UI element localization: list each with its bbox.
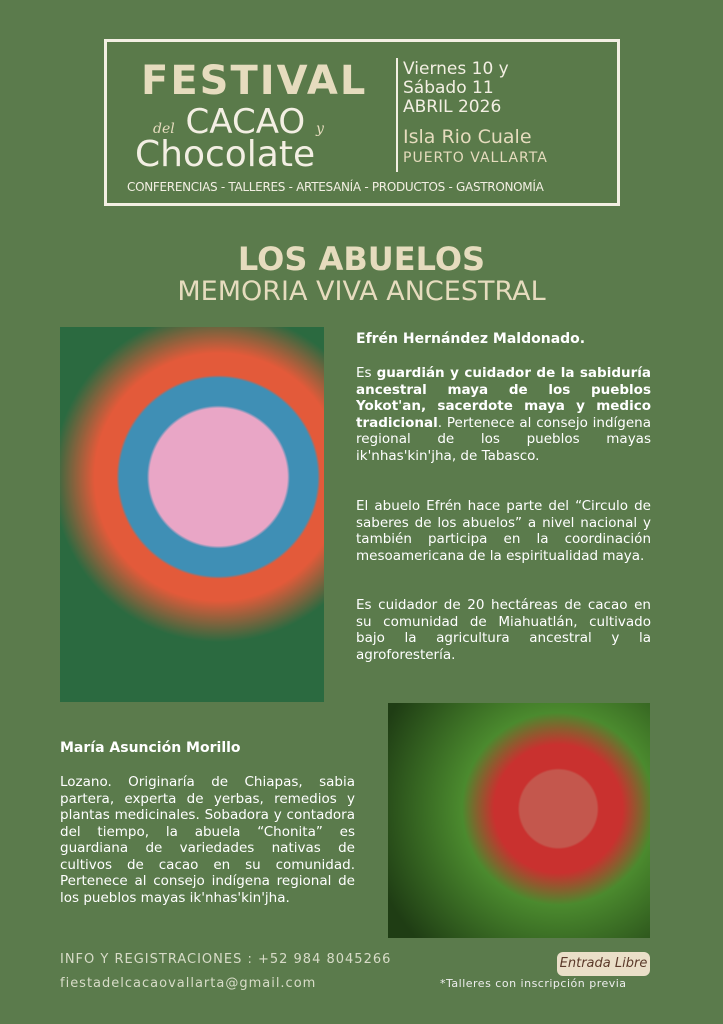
person1-bio-2: El abuelo Efrén hace parte del “Circulo de saberes de los abuelos” a nivel nacional y también participa en la coordinación mesoamericana de la espiritualidad maya. xyxy=(356,498,651,564)
workshop-note: *Talleres con inscripción previa xyxy=(440,977,627,990)
bold-text: guardián y cuidador de la sabiduría ancestral maya de los pueblos Yokot'an, sacerdote maya y medico tradicional xyxy=(356,365,651,431)
email-link[interactable]: fiestadelcacaovallarta@gmail.com xyxy=(60,976,317,991)
categories: CONFERENCIAS - TALLERES - ARTESANÍA - PRODUCTOS - GASTRONOMÍA xyxy=(127,180,544,194)
person2-name: María Asunción Morillo xyxy=(60,740,241,756)
city: PUERTO VALLARTA xyxy=(403,150,548,166)
section-title: LOS ABUELOS xyxy=(237,240,486,278)
maria-photo xyxy=(388,703,650,938)
person2-bio: Lozano. Originaría de Chiapas, sabia partera, experta de yerbas, remedios y plantas medicinales. Sobadora y contadora del tiempo, la abuela “Chonita” es guardiana de variedades nativas de cultivos de cacao en su comunidad. Pertenece al consejo indígena regional de los pueblos mayas ik'nhas'kin'jha. xyxy=(60,774,355,906)
chocolate-title: Chocolate xyxy=(135,134,316,175)
text: . Pertenece al consejo indígena regional de los pueblos mayas ik'nhas'kin'jha, de Tabasco. xyxy=(356,414,651,464)
person1-bio-1 xyxy=(356,365,651,464)
date-line: ABRIL 2026 xyxy=(403,97,502,117)
text: Es xyxy=(356,365,377,381)
divider xyxy=(396,58,398,172)
y-text: y xyxy=(315,121,324,137)
section-subtitle: MEMORIA VIVA ANCESTRAL xyxy=(177,276,546,307)
festival-header xyxy=(104,39,620,206)
free-entry-badge: Entrada Libre xyxy=(557,952,650,976)
person1-name: Efrén Hernández Maldonado. xyxy=(356,331,586,347)
cacao-word: CACAO xyxy=(185,102,306,142)
person1-bio-3: Es cuidador de 20 hectáreas de cacao en su comunidad de Miahuatlán, cultivado bajo la agricultura ancestral y la agroforestería. xyxy=(356,597,651,663)
del-text: del xyxy=(153,121,175,137)
venue: Isla Rio Cuale xyxy=(403,126,532,148)
date-line: Sábado 11 xyxy=(403,78,494,98)
event-dates xyxy=(403,60,509,117)
info-phone: INFO Y REGISTRACIONES : +52 984 8045266 xyxy=(60,952,392,967)
date-line: Viernes 10 y xyxy=(403,59,509,79)
festival-title: FESTIVAL xyxy=(141,58,368,104)
efren-photo xyxy=(60,327,324,702)
